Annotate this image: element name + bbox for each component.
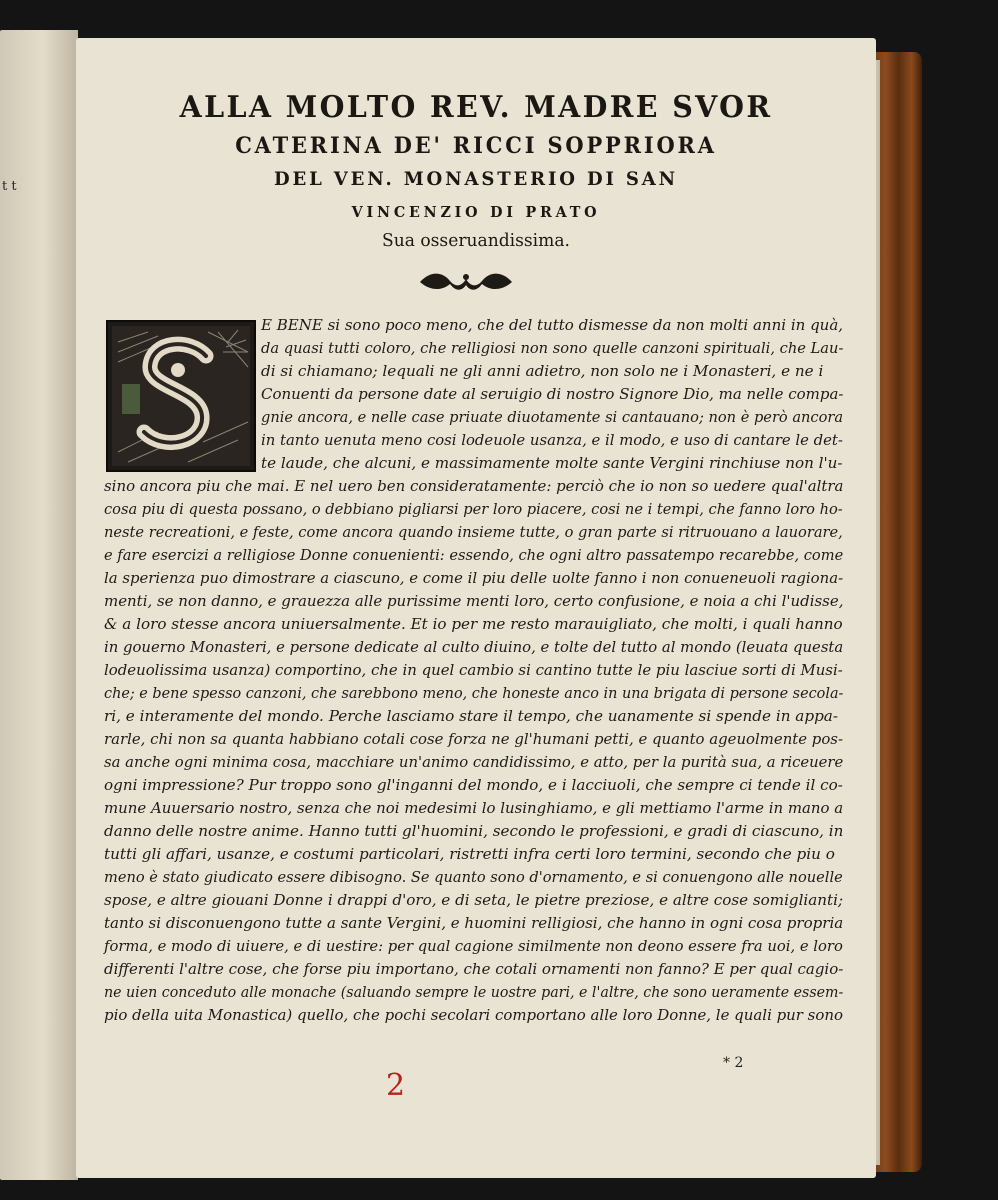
margin-mark: t t xyxy=(2,179,17,194)
text-line: pio della uita Monastica) quello, che pochi secolari comportano alle loro Donne, le quali pur sono xyxy=(104,1006,843,1024)
text-line: sa anche ogni minima cosa, macchiare un'animo candidissimo, e atto, per la purità sua, a riceuere xyxy=(104,753,844,771)
dedication-title-line-5: Sua osseruandissima. xyxy=(381,230,571,251)
handwritten-page-number: 2 xyxy=(386,1068,406,1103)
text-line: in tanto uenuta meno cosi lodeuole usanza, e il modo, e uso di cantare le det- xyxy=(261,431,843,449)
text-line: di si chiamano; lequali ne gli anni adietro, non solo ne i Monasteri, e ne i xyxy=(261,362,824,380)
text-line: danno delle nostre anime. Hanno tutti gl'huomini, secondo le professioni, e gradi di ciascuno, in xyxy=(104,822,844,840)
dedication-title-line-1: ALLA MOLTO REV. MADRE SVOR xyxy=(179,90,773,125)
text-line: te laude, che alcuni, e massimamente molte sante Vergini rinchiuse non l'u- xyxy=(261,454,843,472)
fleuron-ornament-icon xyxy=(416,271,516,293)
text-line: rarle, chi non sa quanta habbiano cotali cose forza ne gl'humani petti, e quanto ageuolmente pos- xyxy=(104,730,843,748)
text-line: forma, e modo di uiuere, e di uestire: per qual cagione similmente non deono essere fra uoi, e loro xyxy=(104,937,843,955)
text-line: tutti gli affari, usanze, e costumi particolari, ristretti infra certi loro termini, secondo che piu o xyxy=(104,845,835,863)
text-line: gnie ancora, e nelle case priuate diuotamente si cantauano; non è però ancora xyxy=(261,408,844,426)
dedication-title-line-3: DEL VEN. MONASTERIO DI SAN xyxy=(274,168,678,190)
text-line: differenti l'altre cose, che forse piu importano, che cotali ornamenti non fanno? E per qual cagio- xyxy=(104,960,844,978)
text-line: cosa piu di questa possano, o debbiano pigliarsi per loro piacere, cosi ne i tempi, che fanno loro ho- xyxy=(104,500,843,518)
text-line: Conuenti da persone date al seruigio di nostro Signore Dio, ma nelle compa- xyxy=(261,385,844,403)
book-page xyxy=(76,38,876,1178)
signature-mark: * 2 xyxy=(723,1055,744,1071)
text-line: E BENE si sono poco meno, che del tutto dismesse da non molti anni in quà, xyxy=(261,316,844,334)
text-line: la sperienza puo dimostrare a ciascuno, e come il piu delle uolte fanno i non conueneuoli ragiona- xyxy=(104,569,844,587)
text-line: meno è stato giudicato essere dibisogno. Se quanto sono d'ornamento, e si conuengono alle nouelle xyxy=(104,868,843,886)
woodcut-initial-icon xyxy=(108,322,254,470)
text-line: sino ancora piu che mai. E nel uero ben consideratamente: perciò che io non so uedere qual'altra xyxy=(104,477,844,495)
text-line: ne uien conceduto alle monache (saluando sempre le uostre pari, e l'altre, che sono ueramente essem- xyxy=(104,983,844,1001)
dedication-title-line-2: CATERINA DE' RICCI SOPPRIORA xyxy=(235,133,717,159)
text-line: mune Auuersario nostro, senza che noi medesimi lo lusinghiamo, e gli mettiamo l'arme in mano a xyxy=(104,799,844,817)
text-line: da quasi tutti coloro, che relligiosi non sono quelle canzoni spirituali, che Lau- xyxy=(261,339,844,357)
decorated-initial-s xyxy=(106,320,256,472)
text-line: spose, e altre giouani Donne i drappi d'oro, e di seta, le pietre preziose, e altre cose somiglianti; xyxy=(104,891,844,909)
dedication-title-line-4: VINCENZIO DI PRATO xyxy=(351,203,601,221)
text-line: ogni impressione? Pur troppo sono gl'inganni del mondo, e i lacciuoli, che sempre ci tende il co- xyxy=(104,776,843,794)
text-line: e fare esercizi a relligiose Donne conuenienti: essendo, che ogni altro passatempo recarebbe, come xyxy=(104,546,844,564)
text-line: in gouerno Monasteri, e persone dedicate al culto diuino, e tolte del tutto al mondo (leuata questa xyxy=(104,638,844,656)
text-line: che; e bene spesso canzoni, che sarebbono meno, che honeste anco in una brigata di persone secola- xyxy=(104,684,844,702)
text-line: lodeuolissima usanza) comportino, che in quel cambio si cantino tutte le piu lasciue sorti di Musi- xyxy=(104,661,843,679)
text-line: ri, e interamente del mondo. Perche lasciamo stare il tempo, che uanamente si spende in appa- xyxy=(104,707,838,725)
text-line: menti, se non danno, e grauezza alle purissime menti loro, certo confusione, e noia a chi l'udisse, xyxy=(104,592,844,610)
text-line: tanto si disconuengono tutte a sante Vergini, e huomini relligiosi, che hanno in ogni cosa propria xyxy=(104,914,844,932)
text-line: neste recreationi, e feste, come ancora quando insieme tutte, o gran parte si ritruouano a lauorare, xyxy=(104,523,843,541)
facing-page-edge xyxy=(0,30,78,1180)
text-line: & a loro stesse ancora uniuersalmente. Et io per me resto marauigliato, che molti, i quali hanno xyxy=(104,615,843,633)
